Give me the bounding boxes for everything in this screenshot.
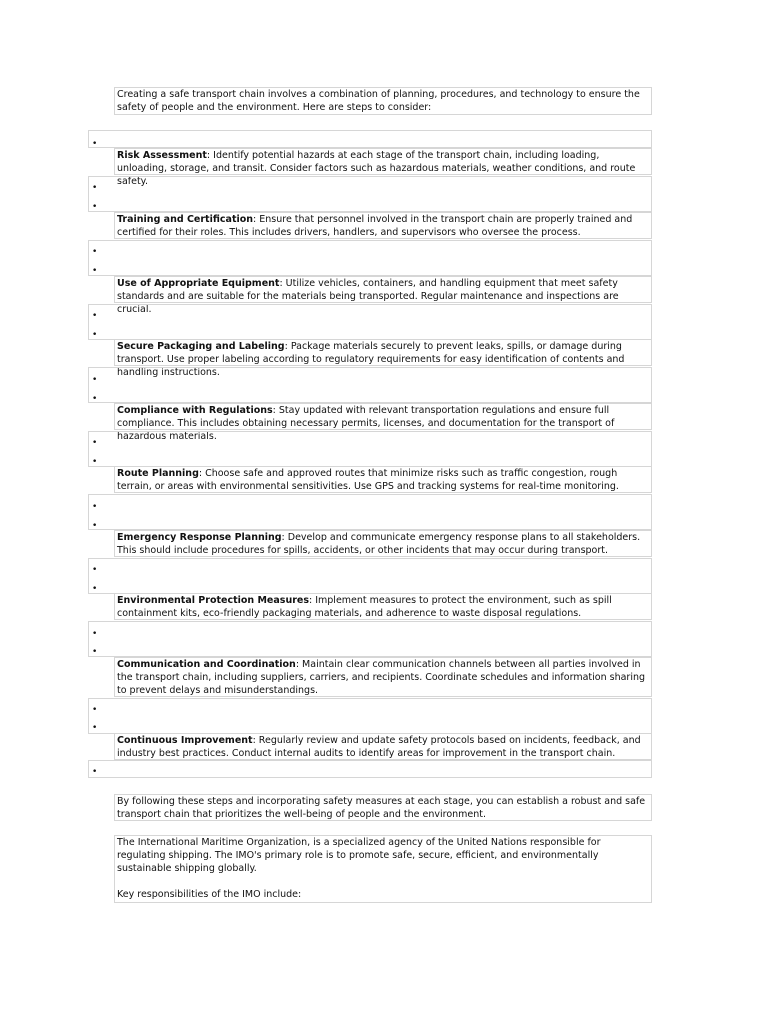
intro-text: Creating a safe transport chain involves a combination of planning, procedures, and technology to ensure the safety of people and the environment. Here are steps to consider: [117, 89, 640, 113]
bullet-marker: • [92, 311, 98, 321]
step-description: : Ensure that personnel involved in the transport chain are properly trained and certified for their roles. This includes drivers, handlers, and supervisors who oversee the process. [117, 214, 633, 238]
bullet-marker: • [92, 330, 98, 340]
imo-section [114, 835, 652, 903]
step-description: : Regularly review and update safety protocols based on incidents, feedback, and industry best practices. Conduct internal audits to identify areas for improvement in the transport chain. [117, 735, 641, 759]
bullet-marker: • [92, 247, 98, 257]
step-title: Route Planning [117, 468, 199, 479]
step-description: : Utilize vehicles, containers, and handling equipment that meet safety standards and are suitable for the materials being transported. Regular maintenance and inspections are crucial. [117, 278, 619, 315]
bullet-marker: • [92, 723, 98, 733]
step-item-emergency-response [114, 530, 652, 557]
step-title: Use of Appropriate Equipment [117, 278, 280, 289]
step-item-training [114, 212, 652, 239]
step-title: Training and Certification [117, 214, 254, 225]
bullet-marker: • [92, 502, 98, 512]
step-description: : Identify potential hazards at each stage of the transport chain, including loading, unloading, storage, and transit. Consider factors such as hazardous materials, weather conditions, and route safety. [117, 150, 636, 187]
step-item-route-planning [114, 466, 652, 493]
step-title: Compliance with Regulations [117, 405, 273, 416]
bullet-row [88, 558, 652, 594]
bullet-row [88, 176, 652, 212]
conclusion-paragraph [114, 794, 652, 821]
step-item-compliance [114, 403, 652, 442]
step-item-packaging [114, 339, 652, 378]
bullet-marker: • [92, 584, 98, 594]
step-item-equipment [114, 276, 652, 315]
bullet-row [88, 130, 652, 148]
bullet-marker: • [92, 139, 98, 149]
step-description: : Stay updated with relevant transportation regulations and ensure full compliance. This includes obtaining necessary permits, licenses, and documentation for the transport of hazardous materials. [117, 405, 615, 442]
bullet-row [88, 494, 652, 530]
step-title: Continuous Improvement [117, 735, 253, 746]
bullet-marker: • [92, 266, 98, 276]
step-item-communication [114, 657, 652, 697]
step-description: : Maintain clear communication channels between all parties involved in the transport chain, including suppliers, carriers, and recipients. Coordinate schedules and information sharing to prevent delays and misunderstandings. [117, 659, 646, 696]
bullet-row [88, 240, 652, 276]
imo-paragraph: The International Maritime Organization, is a specialized agency of the United Nations responsible for regulating shipping. The IMO's primary role is to promote safe, secure, efficient, and environmentally sustainable shipping globally. [117, 837, 601, 874]
bullet-marker: • [92, 629, 98, 639]
bullet-row [88, 431, 652, 467]
bullet-row [88, 621, 652, 657]
step-item-environmental-protection [114, 593, 652, 620]
intro-paragraph [114, 87, 652, 115]
bullet-marker: • [92, 394, 98, 404]
step-title: Communication and Coordination [117, 659, 296, 670]
bullet-marker: • [92, 767, 98, 777]
step-title: Risk Assessment [117, 150, 207, 161]
bullet-marker: • [92, 457, 98, 467]
conclusion-text: By following these steps and incorporating safety measures at each stage, you can establish a robust and safe transport chain that prioritizes the well-being of people and the environment. [117, 796, 646, 820]
step-title: Emergency Response Planning [117, 532, 282, 543]
bullet-marker: • [92, 647, 98, 657]
bullet-marker: • [92, 705, 98, 715]
bullet-marker: • [92, 565, 98, 575]
bullet-row [88, 304, 652, 340]
step-description: : Develop and communicate emergency response plans to all stakeholders. This should include procedures for spills, accidents, or other incidents that may occur during transport. [117, 532, 641, 556]
bullet-row [88, 760, 652, 778]
step-title: Environmental Protection Measures [117, 595, 309, 606]
bullet-marker: • [92, 375, 98, 385]
step-description: : Implement measures to protect the environment, such as spill containment kits, eco-friendly packaging materials, and adherence to waste disposal regulations. [117, 595, 612, 619]
bullet-row [88, 367, 652, 403]
step-description: : Choose safe and approved routes that minimize risks such as traffic congestion, rough terrain, or areas with environmental sensitivities. Use GPS and tracking systems for real-time monitoring. [117, 468, 619, 492]
step-title: Secure Packaging and Labeling [117, 341, 285, 352]
bullet-row [88, 698, 652, 734]
step-item-risk-assessment [114, 148, 652, 187]
step-item-continuous-improvement [114, 733, 652, 760]
bullet-marker: • [92, 183, 98, 193]
imo-responsibilities-heading: Key responsibilities of the IMO include: [117, 889, 302, 900]
step-description: : Package materials securely to prevent leaks, spills, or damage during transport. Use proper labeling according to regulatory requirements for easy identification of contents and handling instructions. [117, 341, 625, 378]
bullet-marker: • [92, 521, 98, 531]
bullet-marker: • [92, 202, 98, 212]
bullet-marker: • [92, 438, 98, 448]
